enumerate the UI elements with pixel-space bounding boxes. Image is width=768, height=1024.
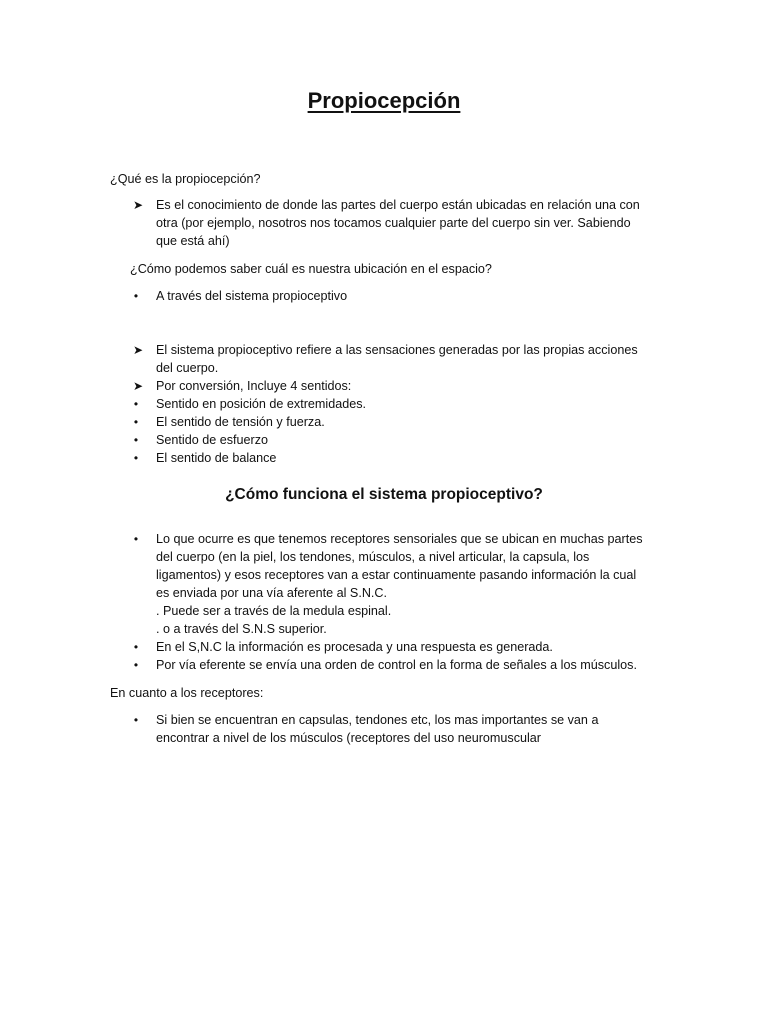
explanation-line: ligamentos) y esos receptores van a estar continuamente pasando información la cual (156, 568, 637, 582)
arrow-bullet-icon: ➤ (132, 343, 144, 357)
explanation-line: . o a través del S.N.S superior. (156, 622, 327, 636)
list-item: Por vía eferente se envía una orden de control en la forma de señales a los músculos. (156, 658, 637, 672)
dot-bullet-icon: • (133, 289, 139, 303)
receptors-heading: En cuanto a los receptores: (110, 686, 264, 700)
dot-bullet-icon: • (133, 397, 139, 411)
system-description-line: del cuerpo. (156, 361, 219, 375)
definition-line: que está ahí) (156, 234, 230, 248)
dot-bullet-icon: • (133, 451, 139, 465)
dot-bullet-icon: • (133, 532, 139, 546)
definition-line: Es el conocimiento de donde las partes del cuerpo están ubicadas en relación una con (156, 198, 640, 212)
explanation-line: es enviada por una vía aferente al S.N.C. (156, 586, 388, 600)
sense-item: El sentido de tensión y fuerza. (156, 415, 325, 429)
sense-item: Sentido de esfuerzo (156, 433, 269, 447)
explanation-line: . Puede ser a través de la medula espinal. (156, 604, 392, 618)
sense-item: Sentido en posición de extremidades. (156, 397, 367, 411)
list-item: En el S,N.C la información es procesada y una respuesta es generada. (156, 640, 553, 654)
explanation-line: Lo que ocurre es que tenemos receptores sensoriales que se ubican en muchas partes (156, 532, 643, 546)
dot-bullet-icon: • (133, 415, 139, 429)
dot-bullet-icon: • (133, 713, 139, 727)
arrow-bullet-icon: ➤ (132, 379, 144, 393)
section-heading: ¿Cómo funciona el sistema propioceptivo? (225, 486, 543, 503)
definition-line: otra (por ejemplo, nosotros nos tocamos cualquier parte del cuerpo sin ver. Sabiendo (156, 216, 631, 230)
dot-bullet-icon: • (133, 658, 139, 672)
dot-bullet-icon: • (133, 640, 139, 654)
explanation-line: del cuerpo (en la piel, los tendones, músculos, a nivel articular, la capsula, los (156, 550, 590, 564)
page-title: Propiocepción (307, 88, 461, 113)
receptors-line: encontrar a nivel de los músculos (receptores del uso neuromuscular (156, 731, 542, 745)
arrow-bullet-icon: ➤ (132, 198, 144, 212)
sense-item: El sentido de balance (156, 451, 277, 465)
senses-intro: Por conversión, Incluye 4 sentidos: (156, 379, 352, 393)
system-description-line: El sistema propioceptivo refiere a las sensaciones generadas por las propias acciones (156, 343, 638, 357)
question-location: ¿Cómo podemos saber cuál es nuestra ubicación en el espacio? (130, 262, 492, 276)
question-what-is: ¿Qué es la propiocepción? (110, 172, 261, 186)
dot-bullet-icon: • (133, 433, 139, 447)
list-item: A través del sistema propioceptivo (156, 289, 348, 303)
receptors-line: Si bien se encuentran en capsulas, tendones etc, los mas importantes se van a (156, 713, 599, 727)
